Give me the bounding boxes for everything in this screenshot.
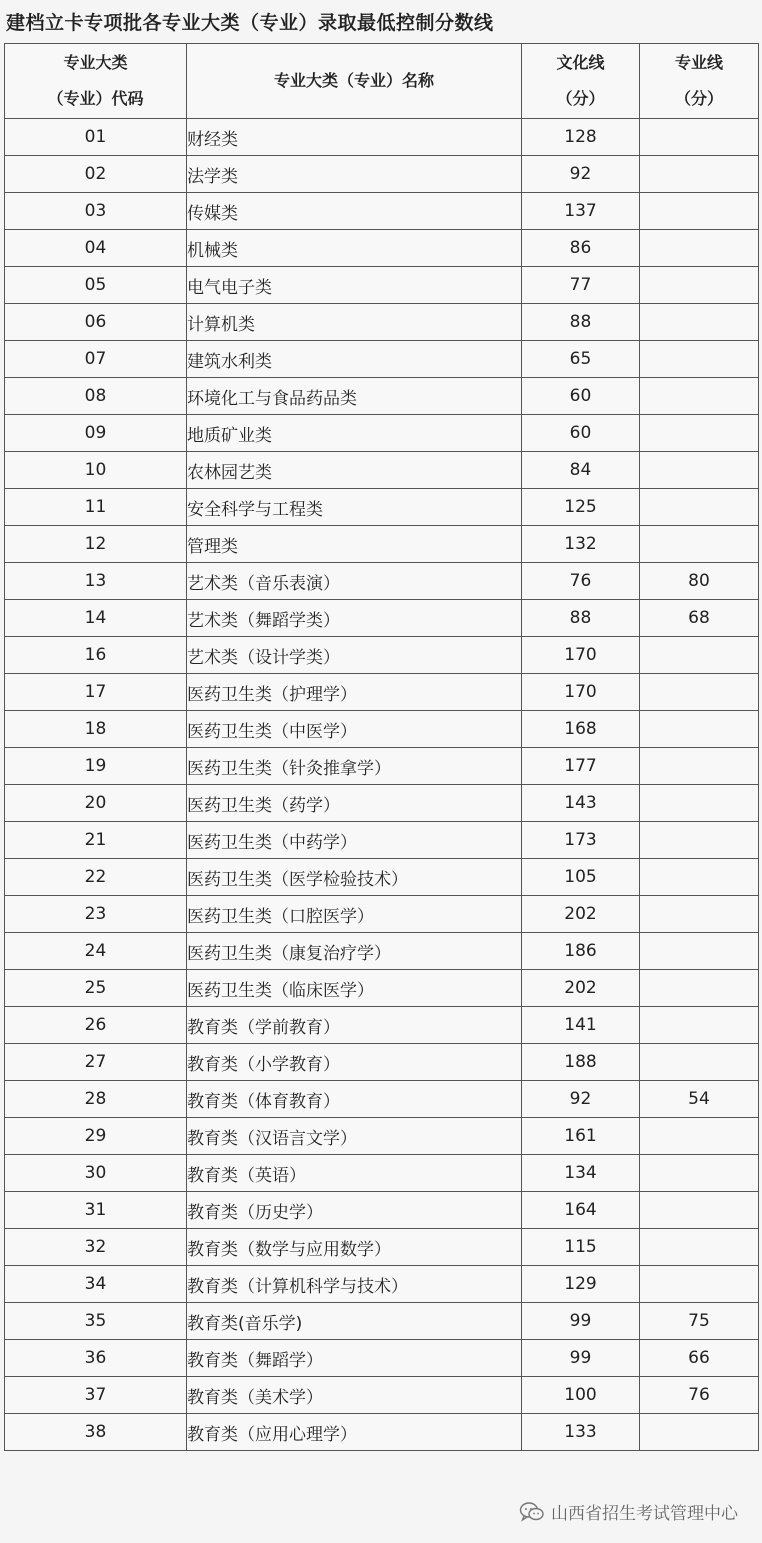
table-row: [5, 822, 759, 859]
table-row: [5, 711, 759, 748]
cell-code: 13: [5, 563, 187, 600]
cell-name: 医药卫生类（中医学）: [187, 711, 522, 748]
cell-name: 教育类(音乐学): [187, 1303, 522, 1340]
cell-code: 09: [5, 415, 187, 452]
source-watermark: [519, 1499, 738, 1524]
table-row: [5, 304, 759, 341]
cell-name: 教育类（舞蹈学）: [187, 1340, 522, 1377]
cell-culture-score: 133: [522, 1414, 640, 1451]
header-name: [187, 44, 522, 119]
cell-major-score: [640, 1007, 759, 1044]
cell-culture-score: 164: [522, 1192, 640, 1229]
cell-major-score: [640, 711, 759, 748]
cell-major-score: [640, 452, 759, 489]
table-row: [5, 1229, 759, 1266]
table-row: [5, 341, 759, 378]
cell-code: 30: [5, 1155, 187, 1192]
table-row: [5, 637, 759, 674]
cell-name: 计算机类: [187, 304, 522, 341]
cell-culture-score: 161: [522, 1118, 640, 1155]
cell-code: 21: [5, 822, 187, 859]
cell-name: 电气电子类: [187, 267, 522, 304]
cell-code: 29: [5, 1118, 187, 1155]
cell-culture-score: 100: [522, 1377, 640, 1414]
wechat-icon: [519, 1501, 545, 1523]
watermark-text: 山西省招生考试管理中心: [551, 1504, 738, 1524]
table-row: [5, 563, 759, 600]
cell-code: 24: [5, 933, 187, 970]
cell-culture-score: 202: [522, 896, 640, 933]
table-header: [5, 44, 759, 119]
cell-code: 08: [5, 378, 187, 415]
table-row: [5, 859, 759, 896]
cell-major-score: [640, 267, 759, 304]
cell-name: 教育类（体育教育）: [187, 1081, 522, 1118]
cell-name: 教育类（学前教育）: [187, 1007, 522, 1044]
cell-major-score: [640, 230, 759, 267]
cell-name: 教育类（小学教育）: [187, 1044, 522, 1081]
cell-name: 安全科学与工程类: [187, 489, 522, 526]
table-row: [5, 1377, 759, 1414]
cell-major-score: [640, 304, 759, 341]
table-row: [5, 970, 759, 1007]
cell-major-score: [640, 674, 759, 711]
cell-culture-score: 143: [522, 785, 640, 822]
table-row: [5, 378, 759, 415]
cell-code: 02: [5, 156, 187, 193]
table-row: [5, 1414, 759, 1451]
header-culture-score: [522, 44, 640, 119]
cell-name: 法学类: [187, 156, 522, 193]
cell-name: 教育类（英语）: [187, 1155, 522, 1192]
cell-name: 医药卫生类（康复治疗学）: [187, 933, 522, 970]
cell-major-score: [640, 1414, 759, 1451]
cell-major-score: [640, 1044, 759, 1081]
cell-code: 07: [5, 341, 187, 378]
header-code-line1: 专业大类: [63, 53, 128, 72]
cell-name: 医药卫生类（中药学）: [187, 822, 522, 859]
cell-code: 14: [5, 600, 187, 637]
cell-culture-score: 88: [522, 304, 640, 341]
cell-culture-score: 84: [522, 452, 640, 489]
cell-code: 32: [5, 1229, 187, 1266]
table-row: [5, 526, 759, 563]
cell-code: 16: [5, 637, 187, 674]
cell-major-score: 66: [640, 1340, 759, 1377]
cell-major-score: [640, 896, 759, 933]
cell-culture-score: 202: [522, 970, 640, 1007]
score-table: [4, 43, 759, 1451]
cell-major-score: [640, 1118, 759, 1155]
cell-name: 医药卫生类（针灸推拿学）: [187, 748, 522, 785]
cell-name: 医药卫生类（药学）: [187, 785, 522, 822]
header-culture-line1: 文化线: [556, 53, 605, 72]
header-major-score: [640, 44, 759, 119]
cell-culture-score: 92: [522, 156, 640, 193]
cell-culture-score: 129: [522, 1266, 640, 1303]
header-major-line2: （分）: [674, 89, 723, 108]
cell-culture-score: 170: [522, 674, 640, 711]
table-body: [5, 119, 759, 1451]
cell-major-score: [640, 933, 759, 970]
cell-name: 教育类（美术学）: [187, 1377, 522, 1414]
cell-code: 35: [5, 1303, 187, 1340]
table-row: [5, 1266, 759, 1303]
table-row: [5, 267, 759, 304]
table-row: [5, 1340, 759, 1377]
cell-major-score: 68: [640, 600, 759, 637]
table-row: [5, 452, 759, 489]
cell-name: 地质矿业类: [187, 415, 522, 452]
cell-code: 27: [5, 1044, 187, 1081]
header-code: [5, 44, 187, 119]
cell-code: 04: [5, 230, 187, 267]
page-title: 建档立卡专项批各专业大类（专业）录取最低控制分数线: [6, 12, 494, 34]
cell-major-score: [640, 637, 759, 674]
cell-code: 11: [5, 489, 187, 526]
cell-code: 31: [5, 1192, 187, 1229]
cell-culture-score: 186: [522, 933, 640, 970]
cell-code: 10: [5, 452, 187, 489]
cell-culture-score: 99: [522, 1303, 640, 1340]
cell-culture-score: 60: [522, 378, 640, 415]
cell-major-score: [640, 822, 759, 859]
cell-culture-score: 76: [522, 563, 640, 600]
cell-name: 医药卫生类（临床医学）: [187, 970, 522, 1007]
table-row: [5, 1192, 759, 1229]
cell-name: 财经类: [187, 119, 522, 156]
table-row: [5, 415, 759, 452]
cell-major-score: [640, 119, 759, 156]
table-row: [5, 896, 759, 933]
cell-major-score: 54: [640, 1081, 759, 1118]
cell-major-score: [640, 378, 759, 415]
cell-name: 艺术类（设计学类）: [187, 637, 522, 674]
cell-culture-score: 92: [522, 1081, 640, 1118]
cell-name: 医药卫生类（医学检验技术）: [187, 859, 522, 896]
cell-code: 22: [5, 859, 187, 896]
cell-major-score: [640, 1229, 759, 1266]
cell-major-score: [640, 748, 759, 785]
header-major-line1: 专业线: [674, 53, 723, 72]
cell-name: 教育类（汉语言文学）: [187, 1118, 522, 1155]
table-row: [5, 1044, 759, 1081]
cell-culture-score: 88: [522, 600, 640, 637]
header-code-line2: （专业）代码: [47, 89, 144, 108]
cell-code: 34: [5, 1266, 187, 1303]
cell-name: 建筑水利类: [187, 341, 522, 378]
header-name-text: 专业大类（专业）名称: [273, 71, 434, 90]
table-row: [5, 933, 759, 970]
cell-major-score: [640, 341, 759, 378]
cell-culture-score: 141: [522, 1007, 640, 1044]
table-row: [5, 674, 759, 711]
cell-name: 教育类（历史学）: [187, 1192, 522, 1229]
cell-code: 18: [5, 711, 187, 748]
cell-culture-score: 115: [522, 1229, 640, 1266]
cell-name: 教育类（计算机科学与技术）: [187, 1266, 522, 1303]
cell-name: 机械类: [187, 230, 522, 267]
cell-major-score: 80: [640, 563, 759, 600]
cell-code: 23: [5, 896, 187, 933]
cell-code: 38: [5, 1414, 187, 1451]
table-row: [5, 230, 759, 267]
table-row: [5, 785, 759, 822]
table-row: [5, 1303, 759, 1340]
cell-code: 05: [5, 267, 187, 304]
cell-major-score: 75: [640, 1303, 759, 1340]
cell-culture-score: 168: [522, 711, 640, 748]
table-row: [5, 600, 759, 637]
cell-culture-score: 173: [522, 822, 640, 859]
cell-major-score: [640, 1155, 759, 1192]
cell-name: 医药卫生类（护理学）: [187, 674, 522, 711]
cell-name: 传媒类: [187, 193, 522, 230]
cell-name: 教育类（应用心理学）: [187, 1414, 522, 1451]
cell-name: 环境化工与食品药品类: [187, 378, 522, 415]
table-row: [5, 489, 759, 526]
cell-code: 37: [5, 1377, 187, 1414]
cell-major-score: [640, 970, 759, 1007]
cell-code: 20: [5, 785, 187, 822]
cell-major-score: [640, 785, 759, 822]
cell-major-score: 76: [640, 1377, 759, 1414]
table-row: [5, 1007, 759, 1044]
cell-major-score: [640, 193, 759, 230]
cell-culture-score: 105: [522, 859, 640, 896]
cell-culture-score: 60: [522, 415, 640, 452]
cell-culture-score: 170: [522, 637, 640, 674]
cell-culture-score: 137: [522, 193, 640, 230]
cell-major-score: [640, 489, 759, 526]
table-row: [5, 119, 759, 156]
cell-code: 26: [5, 1007, 187, 1044]
cell-culture-score: 128: [522, 119, 640, 156]
cell-culture-score: 86: [522, 230, 640, 267]
cell-name: 艺术类（舞蹈学类）: [187, 600, 522, 637]
cell-culture-score: 188: [522, 1044, 640, 1081]
cell-culture-score: 132: [522, 526, 640, 563]
cell-major-score: [640, 1192, 759, 1229]
table-row: [5, 156, 759, 193]
cell-culture-score: 99: [522, 1340, 640, 1377]
cell-name: 农林园艺类: [187, 452, 522, 489]
table-row: [5, 748, 759, 785]
cell-major-score: [640, 156, 759, 193]
header-culture-line2: （分）: [556, 89, 605, 108]
cell-culture-score: 77: [522, 267, 640, 304]
cell-culture-score: 125: [522, 489, 640, 526]
cell-code: 03: [5, 193, 187, 230]
table-row: [5, 1118, 759, 1155]
cell-major-score: [640, 415, 759, 452]
cell-name: 艺术类（音乐表演）: [187, 563, 522, 600]
cell-code: 01: [5, 119, 187, 156]
cell-name: 教育类（数学与应用数学）: [187, 1229, 522, 1266]
cell-name: 医药卫生类（口腔医学）: [187, 896, 522, 933]
cell-code: 06: [5, 304, 187, 341]
cell-culture-score: 134: [522, 1155, 640, 1192]
cell-code: 12: [5, 526, 187, 563]
cell-culture-score: 177: [522, 748, 640, 785]
table-row: [5, 1081, 759, 1118]
cell-culture-score: 65: [522, 341, 640, 378]
cell-code: 19: [5, 748, 187, 785]
cell-code: 28: [5, 1081, 187, 1118]
cell-code: 36: [5, 1340, 187, 1377]
cell-major-score: [640, 526, 759, 563]
table-row: [5, 1155, 759, 1192]
cell-name: 管理类: [187, 526, 522, 563]
cell-major-score: [640, 1266, 759, 1303]
cell-code: 17: [5, 674, 187, 711]
cell-major-score: [640, 859, 759, 896]
table-row: [5, 193, 759, 230]
cell-code: 25: [5, 970, 187, 1007]
